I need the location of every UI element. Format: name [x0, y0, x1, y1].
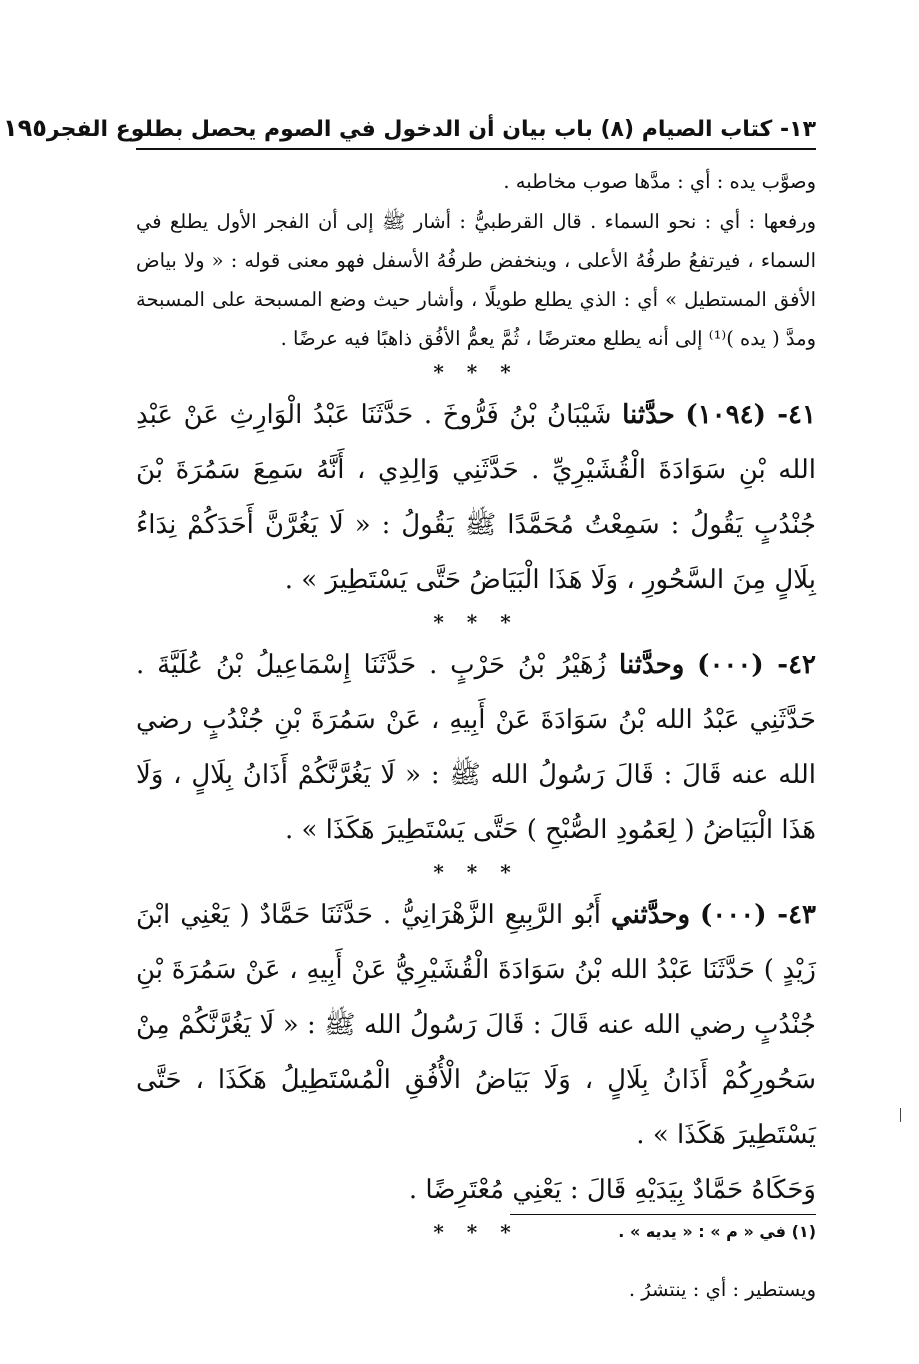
hadith-number: ٤٣- (٠٠٠) [699, 900, 816, 930]
running-header [2, 104, 816, 142]
hadith-lead: وحدَّثنا [619, 650, 685, 680]
hadith-43-addendum: وَحَكَاهُ حَمَّادٌ بِيَدَيْهِ قَالَ : يَعْنِي مُعْتَرِضًا . [408, 1175, 816, 1205]
scan-artifact [900, 1108, 901, 1122]
chapter-title: ١٣- كتاب الصيام (٨) باب بيان أن الدخول في الصوم يحصل بطلوع الفجر [46, 117, 816, 142]
header-divider [136, 148, 816, 150]
section-separator: * * * [433, 860, 519, 884]
section-separator: * * * [433, 360, 519, 384]
hadith-number: ٤١- (١٠٩٤) [685, 400, 816, 430]
section-separator: * * * [433, 610, 519, 634]
commentary-paragraph: ورفعها : أي : نحو السماء . قال القرطبيُّ : أشار ﷺ إلى أن الفجر الأول يطلع في السماء ، فيرتفعُ طرفُهُ الأعلى ، وينخفض طرفُهُ الأسفل فهو معنى قوله : « ولا بياض الأفق المستطيل » أي : الذي يطلع طويلًا ، وأشار حيث وضع المسبحة على المسبحة ومدَّ ( يده )⁽¹⁾ إلى أنه يطلع معترضًا ، ثُمَّ يعمُّ الأفُق ذاهبًا فيه عرضًا . [136, 210, 816, 350]
hadith-text: زُهَيْرُ بْنُ حَرْبٍ . حَدَّثَنَا إِسْمَاعِيلُ بْنُ عُلَيَّةَ . حَدَّثَنِي عَبْدُ الله بْنُ سَوَادَةَ عَنْ أَبِيهِ ، عَنْ سَمُرَةَ بْنِ جُنْدُبٍ رضي الله عنه قَالَ : قَالَ رَسُولُ الله ﷺ : « لَا يَغُرَّنَّكُمْ أَذَانُ بِلَالٍ ، وَلَا هَذَا الْبَيَاضُ ( لِعَمُودِ الصُّبْحِ ) حَتَّى يَسْتَطِيرَ هَكَذَا » . [136, 650, 816, 845]
section-separator: * * * [433, 1220, 519, 1244]
hadith-41 [136, 388, 816, 608]
hadith-number: ٤٢- (٠٠٠) [697, 650, 816, 680]
page-number: ١٩٥ [2, 114, 47, 142]
hadith-lead: وحدَّثني [610, 900, 691, 930]
hadith-text: شَيْبَانُ بْنُ فَرُّوخَ . حَدَّثَنَا عَبْدُ الْوَارِثِ عَنْ عَبْدِ الله بْنِ سَوَادَةَ الْقُشَيْرِيِّ . حَدَّثَنِي وَالِدِي ، أَنَّهُ سَمِعَ سَمُرَةَ بْنَ جُنْدُبٍ يَقُولُ : سَمِعْتُ مُحَمَّدًا ﷺ يَقُولُ : « لَا يَغُرَّنَّ أَحَدَكُمْ نِدَاءُ بِلَالٍ مِنَ السَّحُورِ ، وَلَا هَذَا الْبَيَاضُ حَتَّى يَسْتَطِيرَ » . [136, 400, 816, 595]
hadith-43 [136, 888, 816, 1163]
footnote: (١) في « م » : « يديه » . [618, 1222, 816, 1241]
hadith-42 [136, 638, 816, 858]
hadith-text: أَبُو الرَّبِيعِ الزَّهْرَانِيُّ . حَدَّثَنَا حَمَّادٌ ( يَعْنِي ابْنَ زَيْدٍ ) حَدَّثَنَا عَبْدُ الله بْنُ سَوَادَةَ الْقُشَيْرِيُّ عَنْ أَبِيهِ ، عَنْ سَمُرَةَ بْنِ جُنْدُبٍ رضي الله عنه قَالَ : قَالَ رَسُولُ الله ﷺ : « لَا يَغُرَّنَّكُمْ مِنْ سَحُورِكُمْ أَذَانُ بِلَالٍ ، وَلَا بَيَاضُ الْأُفُقِ الْمُسْتَطِيلُ هَكَذَا ، حَتَّى يَسْتَطِيرَ هَكَذَا » . [136, 900, 816, 1150]
page-body [136, 162, 816, 1309]
hadith-lead: حدَّثنا [622, 400, 675, 430]
footnote-divider [510, 1214, 816, 1215]
commentary-tail: ويستطير : أي : ينتشرُ . [628, 1278, 816, 1301]
commentary-line: وصوَّب يده : أي : مدَّها صوب مخاطبه . [503, 170, 816, 193]
